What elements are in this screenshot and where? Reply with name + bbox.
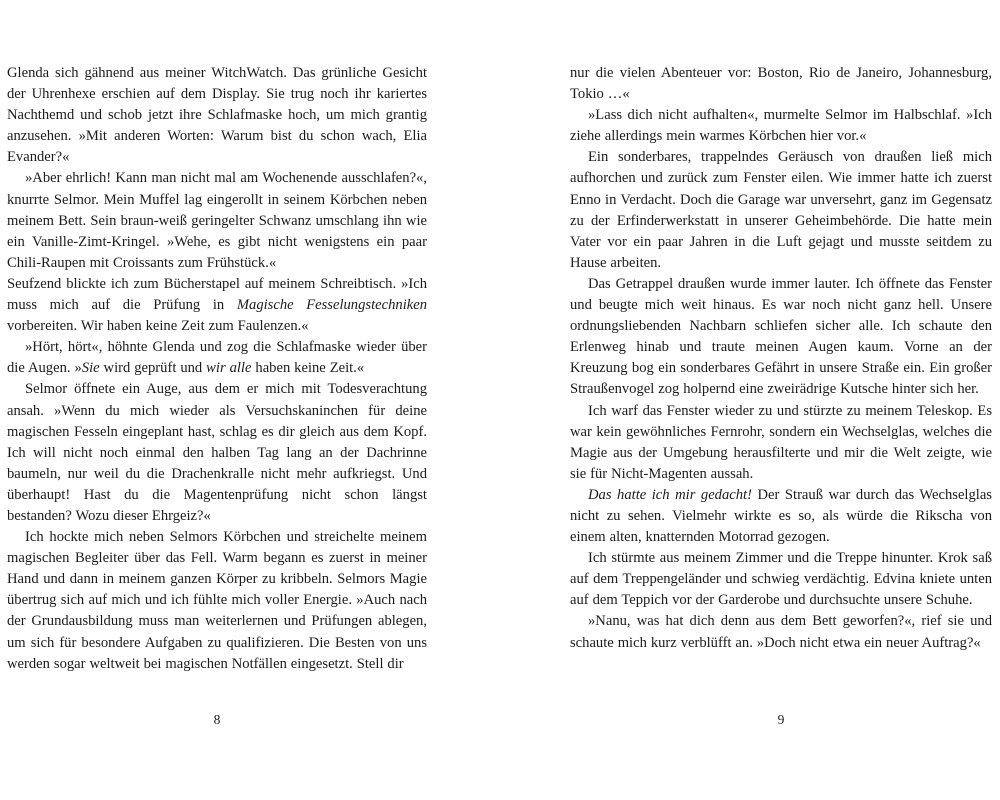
page-right-text bbox=[570, 63, 992, 654]
paragraph bbox=[570, 485, 992, 548]
text-segment: Ich hockte mich neben Selmors Körbchen und streichelte meinem magischen Begleiter über das Fell. Warm begann es zuerst in meiner Hand und dann in meinem ganzen Körper zu kribbeln. Selmors Magie übertrug sich auf mich und ich fühlte mich voller Energie. »Auch nach der Grundausbildung muss man weiterlernen und Prüfungen ablegen, um sich für besondere Aufgaben zu qualifizieren. Die Besten von uns werden sogar weltweit bei magischen Notfällen eingesetzt. Stell dir bbox=[7, 529, 427, 672]
text-segment: Ich warf das Fenster wieder zu und stürzte zu meinem Teleskop. Es war kein gewöhnliches Fernrohr, sondern ein Wechselglas, welches die Magie aus der Umgebung herausfilterte und mir die Welt zeigte, wie sie für Nicht-Magenten aussah. bbox=[570, 402, 992, 482]
paragraph bbox=[570, 105, 992, 147]
text-segment: Ich stürmte aus meinem Zimmer und die Treppe hinunter. Krok saß auf dem Treppengeländer und schwieg verdächtig. Edvina kniete unten auf dem Teppich vor der Garderobe und durchsuchte unsere Schuhe. bbox=[570, 550, 992, 609]
text-segment: »Nanu, was hat dich denn aus dem Bett geworfen?«, rief sie und schaute mich kurz verblüfft an. »Doch nicht etwa ein neuer Auftrag?« bbox=[570, 613, 992, 651]
text-segment: Seufzend blickte ich zum Bücherstapel auf meinem Schreibtisch. »Ich muss mich auf die Prüfung in bbox=[7, 275, 427, 314]
text-segment: Das Getrappel draußen wurde immer lauter. Ich öffnete das Fenster und beugte mich weit hinaus. Es war noch nicht ganz hell. Unsere ordnungsliebenden Nachbarn schliefen sicher alle. Ich schaute den Erlenweg hinab und traute meinen Augen kaum. Vorne an der Kreuzung bog ein sonderbares Gefährt in unsere Straße ein. Ein großer Straußenvogel zog holpernd eine zweirädrige Kutsche hinter sich her. bbox=[570, 275, 992, 398]
paragraph bbox=[7, 274, 427, 337]
page-left-text bbox=[7, 63, 427, 675]
paragraph bbox=[570, 63, 992, 105]
paragraph bbox=[7, 168, 427, 273]
text-segment: Selmor öffnete ein Auge, aus dem er mich mit Todesverachtung ansah. »Wenn du mich wieder als Versuchskaninchen für deine magischen Fesseln eingeplant hast, schlag es dir gleich aus dem Kopf. Ich will nicht noch einmal den halben Tag lang an der Dachrinne baumeln, nur weil du die Drachenkralle nicht mehr aufkriegst. Und überhaupt! Hast du die Magentenprüfung nicht schon längst bestanden? Wozu dieser Ehrgeiz?« bbox=[7, 381, 427, 524]
text-segment: wird geprüft und bbox=[99, 360, 207, 377]
italic-text-segment: wir alle bbox=[206, 360, 252, 377]
text-segment: »Aber ehrlich! Kann man nicht mal am Wochenende ausschlafen?«, knurrte Selmor. Mein Muffel lag eingerollt in seinem Körbchen neben meinem Bett. Sein braun-weiß geringelter Schwanz umschlang ihn wie ein Vanille-Zimt-Kringel. »Wehe, es gibt nicht wenigstens ein paar Chili-Raupen mit Croissants zum Frühstück.« bbox=[7, 170, 427, 271]
paragraph bbox=[570, 147, 992, 274]
text-segment: nur die vielen Abenteuer vor: Boston, Rio de Janeiro, Johannesburg, Tokio …« bbox=[570, 65, 992, 103]
text-segment: haben keine Zeit.« bbox=[251, 360, 365, 377]
paragraph bbox=[7, 63, 427, 168]
paragraph bbox=[570, 274, 992, 401]
text-segment: »Lass dich nicht aufhalten«, murmelte Selmor im Halbschlaf. »Ich ziehe allerdings mein warmes Körbchen hier vor.« bbox=[570, 107, 992, 145]
paragraph bbox=[7, 379, 427, 527]
text-segment: Glenda sich gähnend aus meiner WitchWatch. Das grünliche Gesicht der Uhrenhexe erschien auf dem Display. Sie trug noch ihr kariertes Nachthemd und schob jetzt ihre Schlafmaske hoch, um mich grantig anzusehen. »Mit anderen Worten: Warum bist du schon wach, Elia Evander?« bbox=[7, 65, 427, 166]
italic-text-segment: Sie bbox=[81, 360, 100, 377]
text-segment: Der Strauß war durch das Wechselglas nicht zu sehen. Vielmehr wirkte es so, als würde die Rikscha von einem alten, knatternden Motorrad gezogen. bbox=[570, 486, 992, 546]
text-segment: »Hört, hört«, höhnte Glenda und zog die Schlafmaske wieder über die Augen. » bbox=[7, 339, 427, 377]
paragraph bbox=[570, 401, 992, 485]
page-number-right: 9 bbox=[777, 712, 785, 727]
italic-text-segment: Das hatte ich mir gedacht! bbox=[588, 486, 752, 503]
paragraph bbox=[570, 548, 992, 611]
text-segment: vorbereiten. Wir haben keine Zeit zum Faulenzen.« bbox=[7, 318, 309, 335]
text-segment: Ein sonderbares, trappelndes Geräusch von draußen ließ mich aufhorchen und zurück zum Fenster eilen. Wie immer hatte ich zuerst Enno in Verdacht. Doch die Garage war unversehrt, ganz im Gegensatz zu der Erfinderwerkstatt in unserer Geheimbehörde. Die hatte mein Vater vor ein paar Jahren in die Luft gejagt und musste seitdem zu Hause arbeiten. bbox=[570, 149, 992, 271]
page-right bbox=[570, 0, 992, 800]
paragraph bbox=[570, 611, 992, 653]
paragraph bbox=[7, 527, 427, 675]
paragraph bbox=[7, 337, 427, 379]
page-number-left: 8 bbox=[213, 712, 221, 727]
italic-text-segment: Magische Fesselungstechniken bbox=[236, 297, 427, 314]
page-left bbox=[7, 0, 427, 800]
